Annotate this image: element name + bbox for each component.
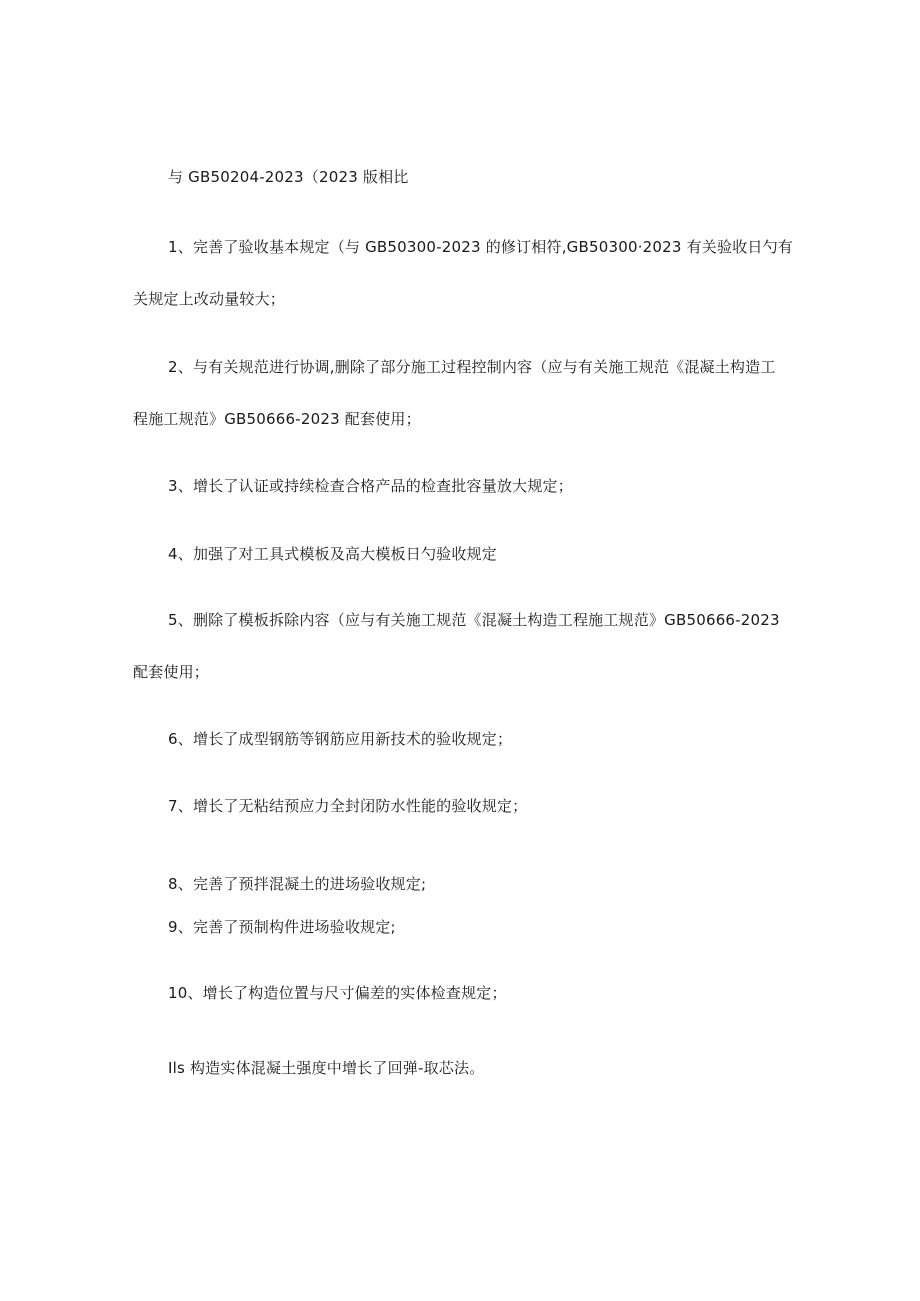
list-item-10: 10、增长了构造位置与尺寸偏差的实体检查规定； [168, 984, 507, 1002]
list-item-6: 6、增长了成型钢筋等钢筋应用新技术的验收规定； [168, 730, 513, 748]
list-item-8: 8、完善了预拌混凝土的进场验收规定; [168, 875, 427, 893]
list-item-4: 4、加强了对工具式模板及高大模板日勺验收规定 [168, 545, 497, 563]
list-item-5-line-2: 配套使用； [133, 663, 210, 681]
document-heading: 与 GB50204-2023（2023 版相比 [168, 168, 409, 186]
list-item-9: 9、完善了预制构件进场验收规定; [168, 918, 396, 936]
list-item-7: 7、增长了无粘结预应力全封闭防水性能的验收规定； [168, 797, 528, 815]
list-item-2-line-2: 程施工规范》GB50666-2023 配套使用； [133, 410, 421, 428]
list-item-2-line-1: 2、与有关规范进行协调,删除了部分施工过程控制内容（应与有关施工规范《混凝土构造工 [168, 358, 776, 376]
list-item-3: 3、增长了认证或持续检查合格产品的检查批容量放大规定； [168, 477, 573, 495]
list-item-1-line-1: 1、完善了验收基本规定（与 GB50300-2023 的修订相符,GB50300·2023 有关验收日勺有 [168, 238, 794, 256]
list-item-5-line-1: 5、删除了模板拆除内容（应与有关施工规范《混凝土构造工程施工规范》GB50666-2023 [168, 611, 780, 629]
list-item-11: Ils 构造实体混凝土强度中增长了回弹-取芯法。 [168, 1059, 485, 1077]
list-item-1-line-2: 关规定上改动量较大； [133, 290, 286, 308]
